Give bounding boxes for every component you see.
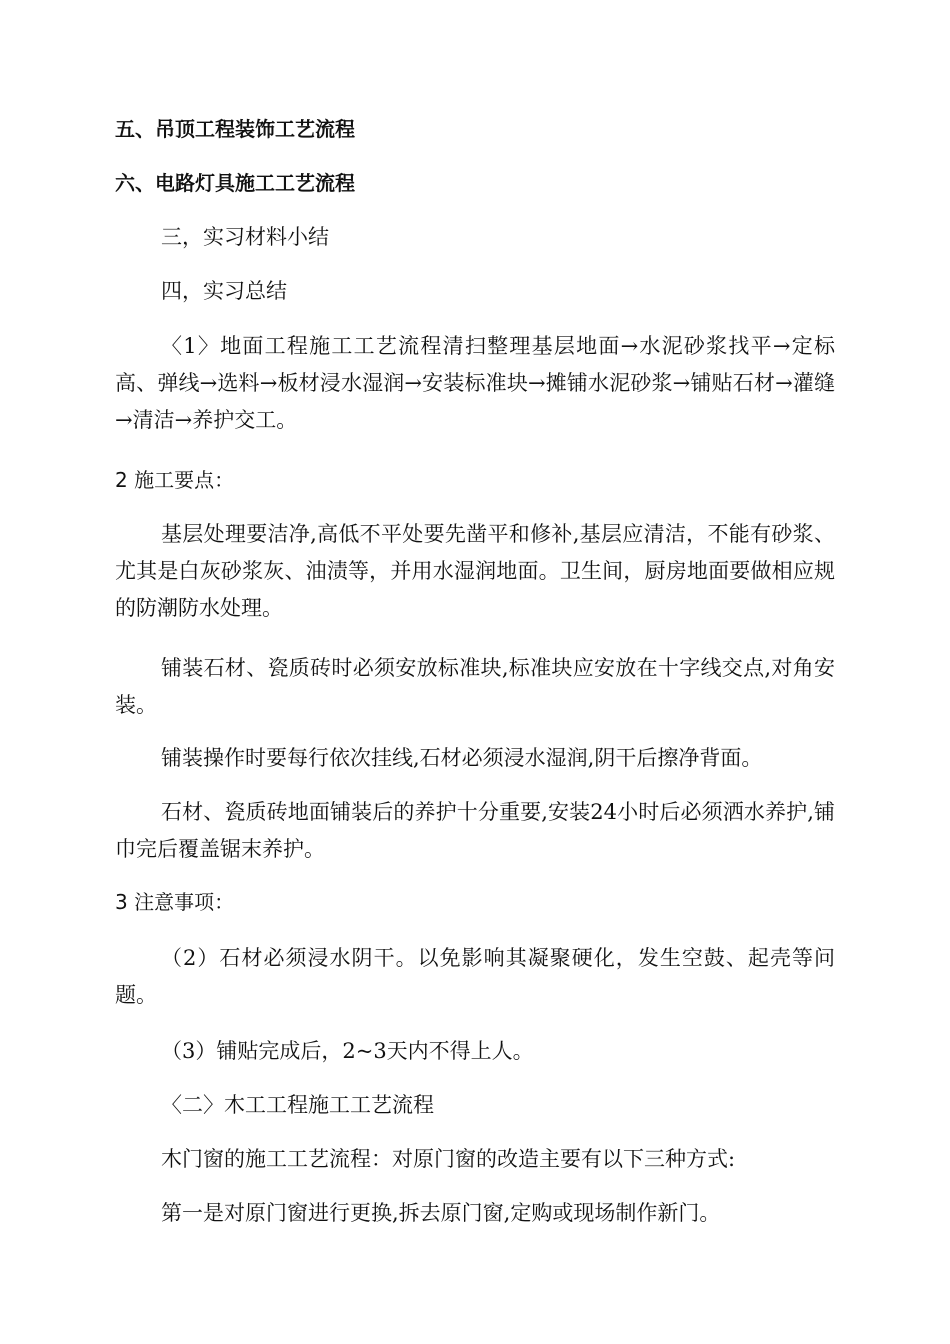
outline-item-3: 三，实习材料小结 — [161, 225, 329, 249]
section-heading-5: 五、吊顶工程装饰工艺流程 — [115, 117, 355, 141]
note-paragraph-3: （3）铺贴完成后，2~3天内不得上人。 — [161, 1039, 534, 1063]
key-point-paragraph-3: 铺装操作时要每行依次挂线,石材必须浸水湿润,阴干后擦净背面。 — [161, 746, 763, 770]
key-point-paragraph-2: 铺装石材、瓷质砖时必须安放标准块,标准块应安放在十字线交点,对角安装。 — [115, 656, 835, 717]
wood-section-title: 〈二〉木工工程施工工艺流程 — [161, 1093, 434, 1117]
key-point-paragraph-1: 基层处理要洁净,高低不平处要先凿平和修补,基层应清洁，不能有砂浆、尤其是白灰砂浆灰、油渍等，并用水湿润地面。卫生间，厨房地面要做相应规的防潮防水处理。 — [115, 522, 835, 620]
notes-title: 3 注意事项： — [115, 890, 235, 914]
wood-first-method: 第一是对原门窗进行更换,拆去原门窗,定购或现场制作新门。 — [161, 1201, 721, 1225]
wood-intro: 木门窗的施工工艺流程：对原门窗的改造主要有以下三种方式: — [161, 1147, 736, 1171]
section-heading-6: 六、电路灯具施工工艺流程 — [115, 171, 355, 195]
floor-process-paragraph: 〈1〉地面工程施工工艺流程清扫整理基层地面→水泥砂浆找平→定标高、弹线→选料→板材浸水湿润→安装标准块→摊铺水泥砂浆→铺贴石材→灌缝→清洁→养护交工。 — [115, 334, 835, 432]
key-points-title: 2 施工要点： — [115, 468, 235, 492]
outline-item-4: 四，实习总结 — [161, 279, 287, 303]
note-paragraph-2: （2）石材必须浸水阴干。以免影响其凝聚硬化，发生空鼓、起壳等问题。 — [115, 946, 835, 1007]
key-point-paragraph-4: 石材、瓷质砖地面铺装后的养护十分重要,安装24小时后必须洒水养护,铺巾完后覆盖锯末养护。 — [115, 800, 835, 861]
